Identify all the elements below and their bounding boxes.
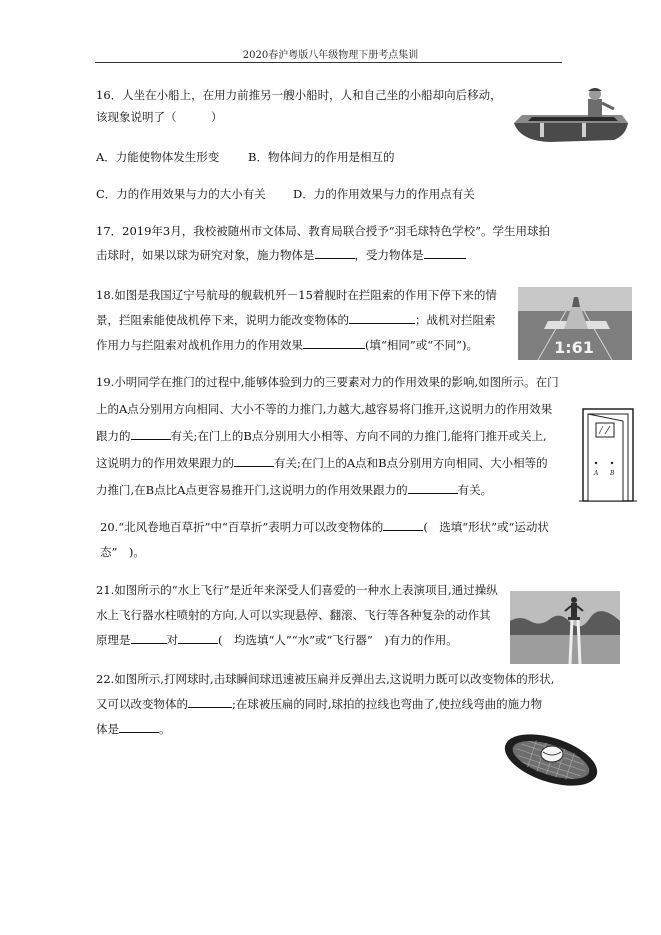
q16-stem-line1: 16．人坐在小船上，在用力前推另一艘小船时，人和自己坐的小船却向后移动，	[96, 88, 502, 102]
q19-stem-line4	[96, 456, 548, 470]
q19-stem-line5	[96, 483, 492, 497]
header-rule	[95, 62, 562, 63]
q17-blank-1[interactable]	[315, 248, 355, 259]
q22-text-d: 。	[159, 722, 171, 736]
q22-blank-2[interactable]	[119, 722, 159, 733]
boat-figure	[510, 85, 630, 147]
q22-stem-line2	[96, 697, 542, 711]
q18-stem-line2	[96, 313, 496, 327]
q18-stem-line3	[96, 338, 478, 352]
q19-text-e: 力推门,在B点比A点更容易推开门,这说明力的作用效果跟力的	[96, 483, 408, 497]
q18-text-d: (填“相同”或“不同”)。	[365, 338, 478, 352]
q21-stem-line3	[96, 633, 458, 647]
deck-marking: 1:61	[554, 338, 594, 357]
page-header: 2020春沪粤版八年级物理下册考点集训	[242, 50, 419, 61]
q17-blank-2[interactable]	[424, 248, 466, 259]
tennis-racket-figure	[500, 730, 602, 790]
q16-option-c: C．力的作用效果与力的大小有关	[96, 187, 266, 201]
flyboard-figure	[510, 591, 620, 664]
q16-option-a: A．力能使物体发生形变	[96, 150, 220, 164]
q18-text-a: 景，拦阻索能使战机停下来，说明力能改变物体的	[96, 313, 349, 327]
carrier-jet-figure	[518, 287, 632, 360]
q20-blank-1[interactable]	[383, 520, 423, 531]
door-point-b-label: B	[610, 470, 615, 477]
q19-text-d: 有关;在门上的A点和B点分别用方向相同、大小相等的	[274, 456, 548, 470]
q19-stem-line1: 19.小明同学在推门的过程中,能够体验到力的三要素对力的作用效果的影响,如图所示。在门	[96, 375, 559, 389]
q20-text-a: 20.“北风卷地百草折”中“百草折”表明力可以改变物体的	[100, 520, 384, 534]
door-figure	[579, 407, 637, 503]
q17-text-a: 击球时，如果以球为研究对象，施力物体是	[96, 248, 315, 262]
q22-text-c: 体是	[96, 722, 119, 736]
q19-text-a: 跟力的	[96, 429, 131, 443]
q20-stem-line1	[100, 520, 549, 534]
q19-text-b: 有关;在门上的B点分别用大小相等、方向不同的力推门,能将门推开或关上,	[170, 429, 547, 443]
q21-text-a: 原理是	[96, 633, 131, 647]
q18-text-b: ；战机对拦阻索	[415, 313, 496, 327]
q19-blank-1[interactable]	[131, 429, 171, 440]
q18-stem-line1: 18.如图是我国辽宁号航母的舰载机歼－15着舰时在拦阻索的作用下停下来的情	[96, 288, 497, 302]
q21-stem-line2: 水上飞行器水柱喷射的方向,人可以实现悬停、翻滚、飞行等各种复杂的动作其	[96, 608, 491, 622]
q22-text-a: 又可以改变物体的	[96, 697, 188, 711]
q21-blank-1[interactable]	[131, 633, 167, 644]
q22-stem-line1: 22.如图所示,打网球时,击球瞬间球迅速被压扁并反弹出去,这说明力既可以改变物体的形状,	[96, 672, 555, 686]
q16-option-b: B．物体间力的作用是相互的	[248, 150, 395, 164]
q19-stem-line3	[96, 429, 547, 443]
q20-stem-line2: 态” )。	[100, 545, 145, 559]
q16-option-d: D．力的作用效果与力的作用点有关	[293, 187, 475, 201]
q17-text-b: ，受力物体是	[354, 248, 424, 262]
q19-blank-2[interactable]	[234, 456, 274, 467]
q22-stem-line3	[96, 722, 171, 736]
q19-text-c: 这说明力的作用效果跟力的	[96, 456, 234, 470]
q18-blank-2[interactable]	[303, 338, 365, 349]
q21-text-c: ( 均选填“人”“水”或“飞行器” )有力的作用。	[218, 633, 458, 647]
q16-stem-line2: 该现象说明了（ ）	[96, 110, 223, 124]
q18-text-c: 作用力与拦阻索对战机作用力的作用效果	[96, 338, 303, 352]
q20-text-b: ( 选填“形状”或“运动状	[423, 520, 549, 534]
q22-text-b: ;在球被压扁的同时,球拍的拉线也弯曲了,使拉线弯曲的施力物	[232, 697, 543, 711]
q21-stem-line1: 21.如图所示的“水上飞行”是近年来深受人们喜爱的一种水上表演项目,通过操纵	[96, 583, 498, 597]
door-point-a-label: A	[594, 470, 599, 477]
q18-blank-1[interactable]	[349, 313, 415, 324]
q19-stem-line2: 上的A点分别用方向相同、大小不等的力推门,力越大,越容易将门推开,这说明力的作用效果	[96, 402, 553, 416]
q19-blank-3[interactable]	[408, 483, 458, 494]
q17-stem-line1: 17．2019年3月，我校被随州市文体局、教育局联合授予“羽毛球特色学校”。学生用球拍	[96, 224, 550, 238]
q21-text-b: 对	[166, 633, 178, 647]
q17-stem-line2	[96, 248, 466, 262]
q19-text-f: 有关。	[457, 483, 493, 497]
q22-blank-1[interactable]	[188, 697, 232, 708]
q21-blank-2[interactable]	[178, 633, 218, 644]
